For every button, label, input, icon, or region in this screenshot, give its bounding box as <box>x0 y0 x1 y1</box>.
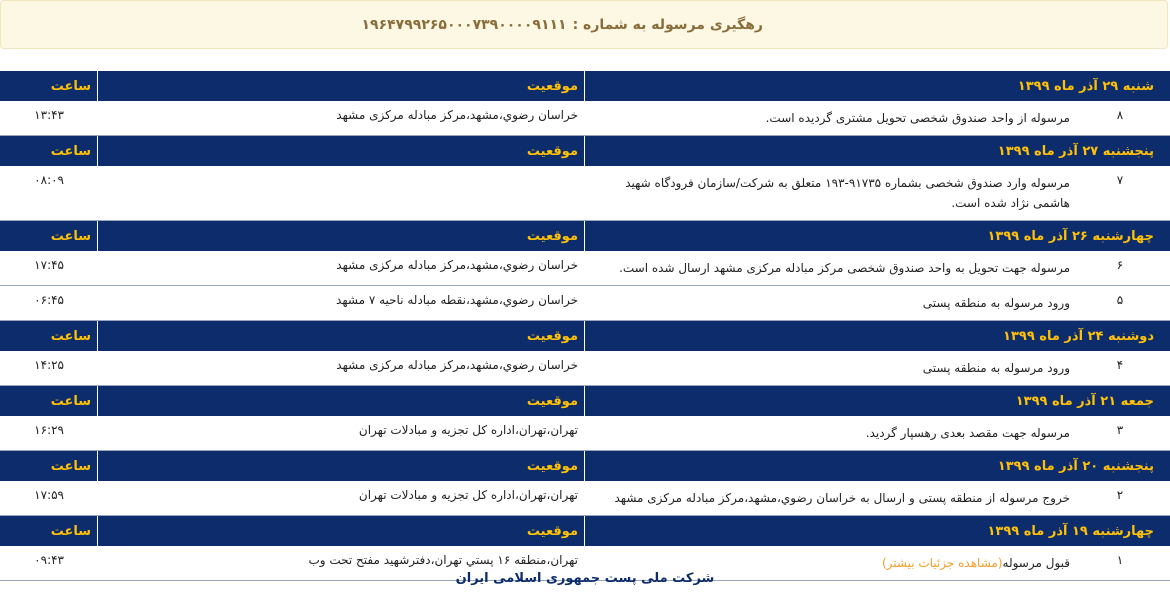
event-location: تهران،تهران،اداره کل تجزیه و مبادلات تهران <box>358 423 578 437</box>
day-header <box>0 516 1170 546</box>
day-date: شنبه ۲۹ آذر ماه ۱۳۹۹ <box>584 71 1170 101</box>
event-time: ۱۷:۵۹ <box>34 488 64 502</box>
tracking-table <box>0 71 1170 581</box>
event-number: ۸ <box>1116 108 1124 122</box>
event-cell <box>584 251 1170 285</box>
event-time: ۱۷:۴۵ <box>34 258 64 272</box>
event-row <box>0 251 1170 286</box>
location-column-header: موقعیت <box>97 221 584 251</box>
event-location: خراسان رضوي،مشهد،مرکز مبادله مرکزی مشهد <box>336 108 578 122</box>
tracking-banner <box>0 0 1168 49</box>
event-row <box>0 351 1170 386</box>
event-description: مرسوله وارد صندوق شخصی بشماره ۹۱۷۳۵-۱۹۳ متعلق به شرکت/سازمان فرودگاه شهید هاشمی نژاد شده است. <box>625 176 1070 210</box>
event-description-cell <box>584 488 1070 508</box>
event-description: مرسوله جهت تحویل به واحد صندوق شخصی مرکز مبادله مرکزی مشهد ارسال شده است. <box>619 261 1070 275</box>
event-number: ۶ <box>1116 258 1124 272</box>
event-description: مرسوله از واحد صندوق شخصی تحویل مشتری گردیده است. <box>765 111 1070 125</box>
event-time: ۰۹:۴۳ <box>34 553 64 567</box>
day-date: پنجشنبه ۲۷ آذر ماه ۱۳۹۹ <box>584 136 1170 166</box>
event-location: تهران،تهران،اداره کل تجزیه و مبادلات تهران <box>358 488 578 502</box>
banner-title <box>362 17 764 33</box>
event-row <box>0 286 1170 321</box>
event-time: ۱۴:۲۵ <box>34 358 64 372</box>
event-number: ۵ <box>1116 293 1124 307</box>
location-column-header: موقعیت <box>97 136 584 166</box>
event-location: خراسان رضوي،مشهد،نقطه مبادله ناحیه ۷ مشهد <box>336 293 578 307</box>
event-row <box>0 481 1170 516</box>
time-column-header: ساعت <box>50 523 91 539</box>
time-column-header: ساعت <box>50 393 91 409</box>
event-cell <box>584 286 1170 320</box>
event-time: ۱۳:۴۳ <box>34 108 64 122</box>
time-column-header: ساعت <box>50 228 91 244</box>
banner-label: رهگیری مرسوله به شماره : <box>572 16 763 33</box>
day-header <box>0 71 1170 101</box>
tracking-number: ۱۹۶۴۷۹۹۲۶۵۰۰۰۷۳۹۰۰۰۰۹۱۱۱ <box>361 16 567 33</box>
event-number: ۴ <box>1116 358 1124 372</box>
event-description: مرسوله جهت مقصد بعدی رهسپار گردید. <box>865 426 1070 440</box>
event-location: خراسان رضوي،مشهد،مرکز مبادله مرکزی مشهد <box>336 358 578 372</box>
event-time: ۰۸:۰۹ <box>34 173 64 187</box>
location-column-header: موقعیت <box>97 71 584 101</box>
event-row <box>0 101 1170 136</box>
day-date: چهارشنبه ۱۹ آذر ماه ۱۳۹۹ <box>584 516 1170 546</box>
event-description: ورود مرسوله به منطقه پستی <box>922 296 1070 310</box>
day-header <box>0 451 1170 481</box>
event-time: ۰۶:۴۵ <box>34 293 64 307</box>
event-cell <box>584 416 1170 450</box>
event-description-cell <box>584 423 1070 443</box>
event-number: ۲ <box>1116 488 1124 502</box>
event-description-cell <box>584 173 1070 213</box>
event-description: خروج مرسوله از منطقه پستی و ارسال به خراسان رضوي،مشهد،مرکز مبادله مرکزی مشهد <box>614 491 1070 505</box>
time-column-header: ساعت <box>50 143 91 159</box>
event-time: ۱۶:۲۹ <box>34 423 64 437</box>
event-description-cell <box>584 258 1070 278</box>
day-header <box>0 221 1170 251</box>
event-description: ورود مرسوله به منطقه پستی <box>922 361 1070 375</box>
day-date: دوشنبه ۲۴ آذر ماه ۱۳۹۹ <box>584 321 1170 351</box>
day-date: پنجشنبه ۲۰ آذر ماه ۱۳۹۹ <box>584 451 1170 481</box>
event-cell <box>584 481 1170 515</box>
time-column-header: ساعت <box>50 328 91 344</box>
location-column-header: موقعیت <box>97 516 584 546</box>
time-column-header: ساعت <box>50 78 91 94</box>
day-date: جمعه ۲۱ آذر ماه ۱۳۹۹ <box>584 386 1170 416</box>
event-location <box>97 166 584 220</box>
day-header <box>0 136 1170 166</box>
footer-company-name: شرکت ملی پست جمهوری اسلامی ایران <box>455 571 715 586</box>
event-description-cell <box>584 108 1070 128</box>
event-location: تهران،منطقه ۱۶ پستي تهران،دفترشهید مفتح تحت وب <box>308 553 578 567</box>
event-cell <box>584 166 1170 220</box>
event-number: ۳ <box>1116 423 1124 437</box>
event-row <box>0 166 1170 221</box>
location-column-header: موقعیت <box>97 386 584 416</box>
event-number: ۷ <box>1116 173 1124 187</box>
event-row <box>0 416 1170 451</box>
location-column-header: موقعیت <box>97 451 584 481</box>
event-cell <box>584 101 1170 135</box>
time-column-header: ساعت <box>50 458 91 474</box>
event-description-cell <box>584 293 1070 313</box>
event-cell <box>584 351 1170 385</box>
event-number: ۱ <box>1116 553 1124 567</box>
event-location: خراسان رضوي،مشهد،مرکز مبادله مرکزی مشهد <box>336 258 578 272</box>
event-description: قبول مرسوله <box>1002 556 1070 570</box>
event-description-cell <box>584 358 1070 378</box>
more-details-link[interactable]: (مشاهده جزئیات بیشتر) <box>881 556 1003 570</box>
day-header <box>0 386 1170 416</box>
day-header <box>0 321 1170 351</box>
location-column-header: موقعیت <box>97 321 584 351</box>
event-description-cell <box>584 553 1070 573</box>
day-date: چهارشنبه ۲۶ آذر ماه ۱۳۹۹ <box>584 221 1170 251</box>
